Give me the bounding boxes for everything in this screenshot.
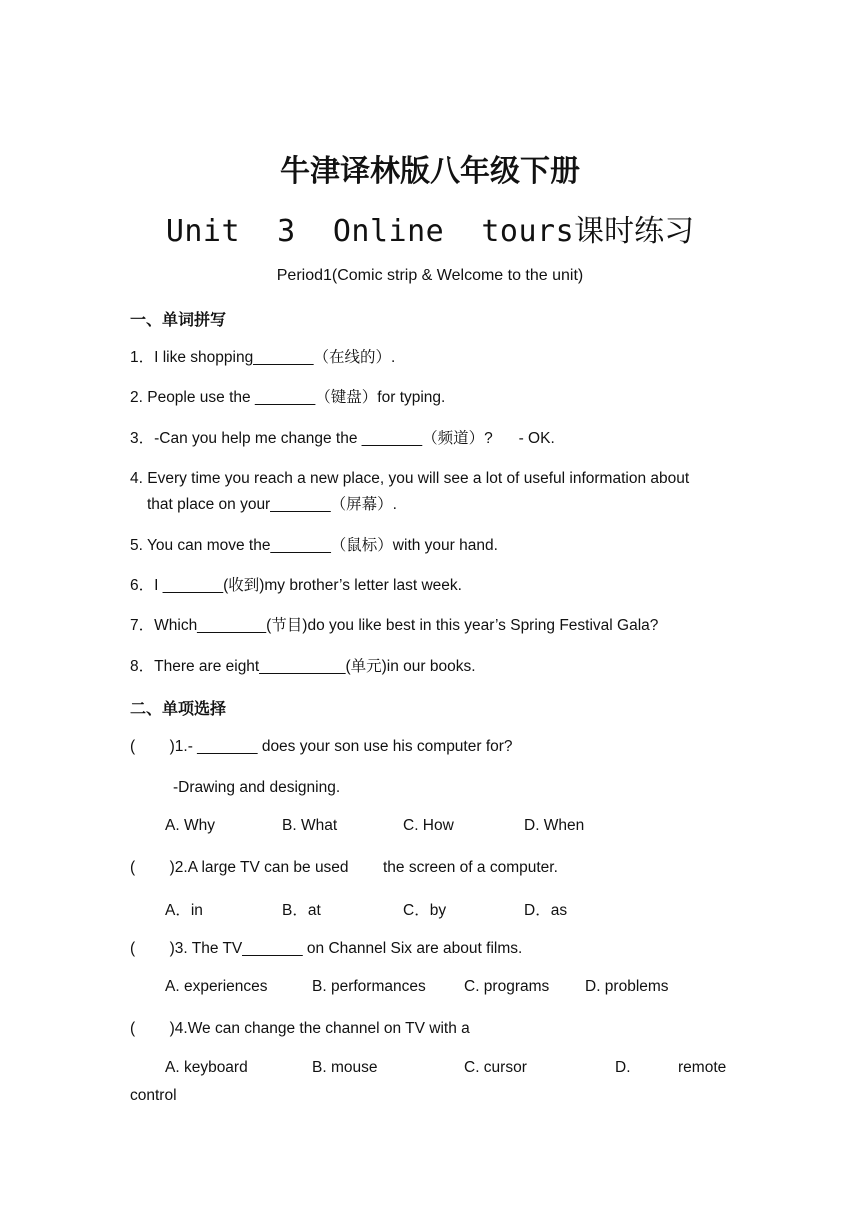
q1-option-a: A. Why	[165, 817, 215, 834]
document-title: 牛津译林版八年级下册	[280, 154, 580, 189]
document-subtitle	[0, 206, 860, 250]
subtitle-english: Unit 3 Online tours	[165, 214, 575, 249]
q4-option-d-text: remote	[678, 1059, 727, 1076]
spelling-item-2: 2. People use the _______（键盘）for typing.	[130, 389, 446, 406]
spelling-item-8: 8．There are eight__________(单元)in our books.	[130, 658, 476, 675]
subtitle-chinese: 课时练习	[574, 214, 695, 249]
q3-option-d: D. problems	[585, 978, 669, 995]
q2-option-c: C．by	[403, 902, 447, 919]
q2-option-b: B．at	[282, 902, 321, 919]
question-1-stem: ( )1.- _______ does your son use his computer for?	[130, 738, 513, 755]
q4-option-b: B. mouse	[312, 1059, 378, 1076]
q4-option-c: C. cursor	[464, 1059, 527, 1076]
q1-option-d: D. When	[524, 817, 585, 834]
spelling-item-4-line1: 4. Every time you reach a new place, you will see a lot of useful information about	[130, 470, 690, 487]
q4-option-d-wrap: control	[130, 1087, 177, 1104]
section2-heading: 二、单项选择	[130, 699, 227, 718]
spelling-item-6: 6．I _______(收到)my brother’s letter last week.	[130, 577, 462, 594]
question-3-stem: ( )3. The TV_______ on Channel Six are about films.	[130, 940, 523, 957]
q4-option-a: A. keyboard	[165, 1059, 248, 1076]
q3-option-a: A. experiences	[165, 978, 268, 995]
question-1-answer-line: -Drawing and designing.	[173, 779, 341, 796]
section1-heading: 一、单词拼写	[130, 310, 227, 329]
spelling-item-7: 7．Which________(节目)do you like best in this year’s Spring Festival Gala?	[130, 617, 659, 634]
q3-option-b: B. performances	[312, 978, 426, 995]
question-2-stem: ( )2.A large TV can be used the screen of a computer.	[130, 859, 558, 876]
question-4-stem: ( )4.We can change the channel on TV with a	[130, 1020, 470, 1037]
period-label: Period1(Comic strip & Welcome to the unit)	[276, 267, 584, 284]
spelling-item-4-line2: that place on your_______（屏幕）.	[147, 496, 397, 513]
q2-option-d: D．as	[524, 902, 568, 919]
q3-option-c: C. programs	[464, 978, 550, 995]
spelling-item-3: 3．-Can you help me change the _______（频道）? - OK.	[130, 430, 555, 447]
spelling-item-4	[130, 466, 730, 518]
spelling-item-5: 5. You can move the_______（鼠标）with your hand.	[130, 537, 498, 554]
q4-option-d: D.	[615, 1059, 631, 1076]
q1-option-b: B. What	[282, 817, 338, 834]
spelling-item-1: 1．I like shopping_______（在线的）.	[130, 349, 396, 366]
q2-option-a: A．in	[165, 902, 203, 919]
q1-option-c: C. How	[403, 817, 454, 834]
